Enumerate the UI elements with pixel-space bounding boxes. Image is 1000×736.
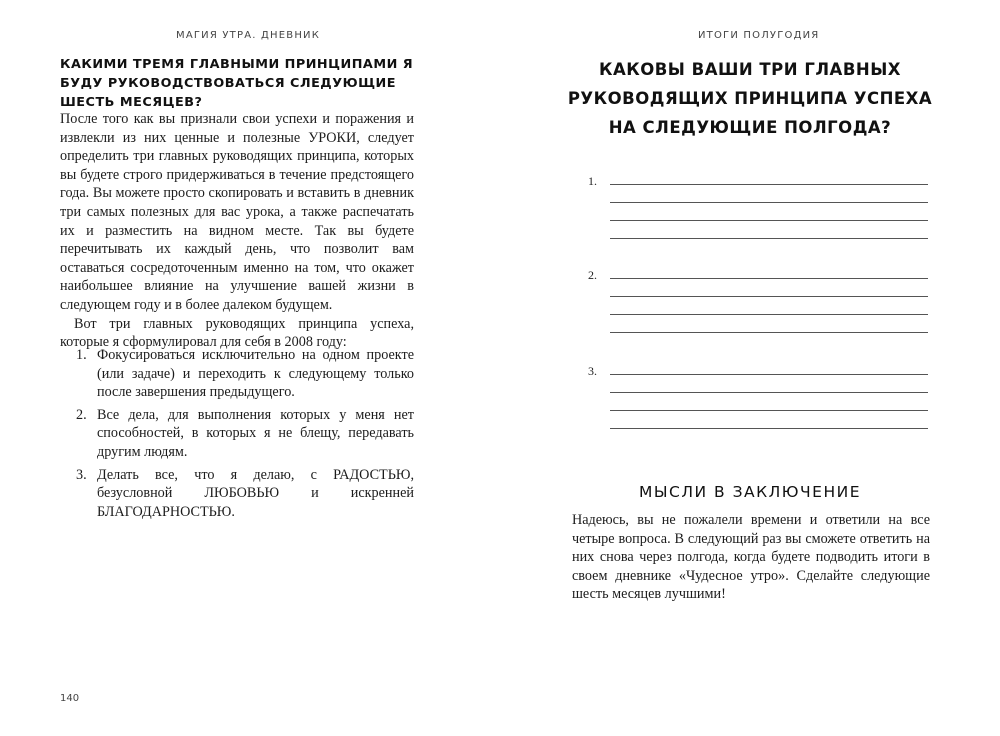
list-item-number: 2. xyxy=(76,406,87,423)
list-item-text: Делать все, что я делаю, с РАДОСТЬЮ, безусловной ЛЮБОВЬЮ и искренней БЛАГОДАРНОСТЬЮ. xyxy=(97,466,414,520)
answer-line[interactable] xyxy=(610,410,928,411)
answer-label: 1. xyxy=(588,174,597,188)
list-item-text: Все дела, для выполнения которых у меня нет способностей, в которых я не блещу, передавать другим людям. xyxy=(97,406,414,460)
paragraph-1: После того как вы признали свои успехи и поражения и извлекли из них ценные и полезные УРОКИ, следует определить три главных руководящих принципа, которых вы будете строго придерживаться в течение предстоящего года. Вы можете просто скопировать и вставить в дневник три самых полезных для вас урока, а также распечатать их и разместить на видном месте. Так вы будете перечитывать их каждый день, что позволит вам оставаться сосредоточенным именно на том, что окажет наибольшее влияние на улучшение вашей жизни в следующем году и в более далеком будущем. xyxy=(60,111,414,313)
answer-line[interactable] xyxy=(610,220,928,221)
paragraph-2: Вот три главных руководящих принципа успеха, которые я сформулировал для себя в 2008 году: xyxy=(60,315,414,351)
answer-label: 3. xyxy=(588,364,597,378)
answer-line[interactable] xyxy=(610,296,928,297)
answer-line[interactable] xyxy=(610,314,928,315)
answer-label: 2. xyxy=(588,268,597,282)
answer-line[interactable] xyxy=(610,428,928,429)
answer-line[interactable] xyxy=(610,332,928,333)
running-head-left: МАГИЯ УТРА. ДНЕВНИК xyxy=(176,30,321,41)
conclusion-title: МЫСЛИ В ЗАКЛЮЧЕНИЕ xyxy=(638,483,861,501)
page-number: 140 xyxy=(60,693,80,704)
answer-line[interactable] xyxy=(610,184,928,185)
right-page xyxy=(500,0,1000,736)
list-item xyxy=(60,346,414,402)
answer-line[interactable] xyxy=(610,374,928,375)
left-page-heading: КАКИМИ ТРЕМЯ ГЛАВНЫМИ ПРИНЦИПАМИ Я БУДУ РУКОВОДСТВОВАТЬСЯ СЛЕДУЮЩИЕ ШЕСТЬ МЕСЯЦЕВ? xyxy=(60,57,414,110)
answer-line[interactable] xyxy=(610,392,928,393)
list-item-number: 1. xyxy=(76,347,87,363)
principles-list xyxy=(60,346,414,525)
answer-line[interactable] xyxy=(610,202,928,203)
list-item-text: Фокусироваться исключительно на одном проекте (или задаче) и переходить к следующему только после завершения предыдущего. xyxy=(97,347,414,401)
list-item xyxy=(60,406,414,462)
right-page-heading: КАКОВЫ ВАШИ ТРИ ГЛАВНЫХ РУКОВОДЯЩИХ ПРИНЦИПА УСПЕХА НА СЛЕДУЮЩИЕ ПОЛГОДА? xyxy=(567,60,933,137)
conclusion-text: Надеюсь, вы не пожалели времени и ответили на все четыре вопроса. В следующий раз вы сможете ответить на них снова через полгода, когда будете подводить итоги в своем дневнике «Чудесное утро». Сделайте следующие шесть месяцев лучшими! xyxy=(572,512,930,603)
list-item-number: 3. xyxy=(76,466,87,483)
running-head-right: ИТОГИ ПОЛУГОДИЯ xyxy=(698,30,820,41)
list-item xyxy=(60,466,414,522)
left-page-body xyxy=(60,110,414,352)
answer-line[interactable] xyxy=(610,238,928,239)
answer-line[interactable] xyxy=(610,278,928,279)
